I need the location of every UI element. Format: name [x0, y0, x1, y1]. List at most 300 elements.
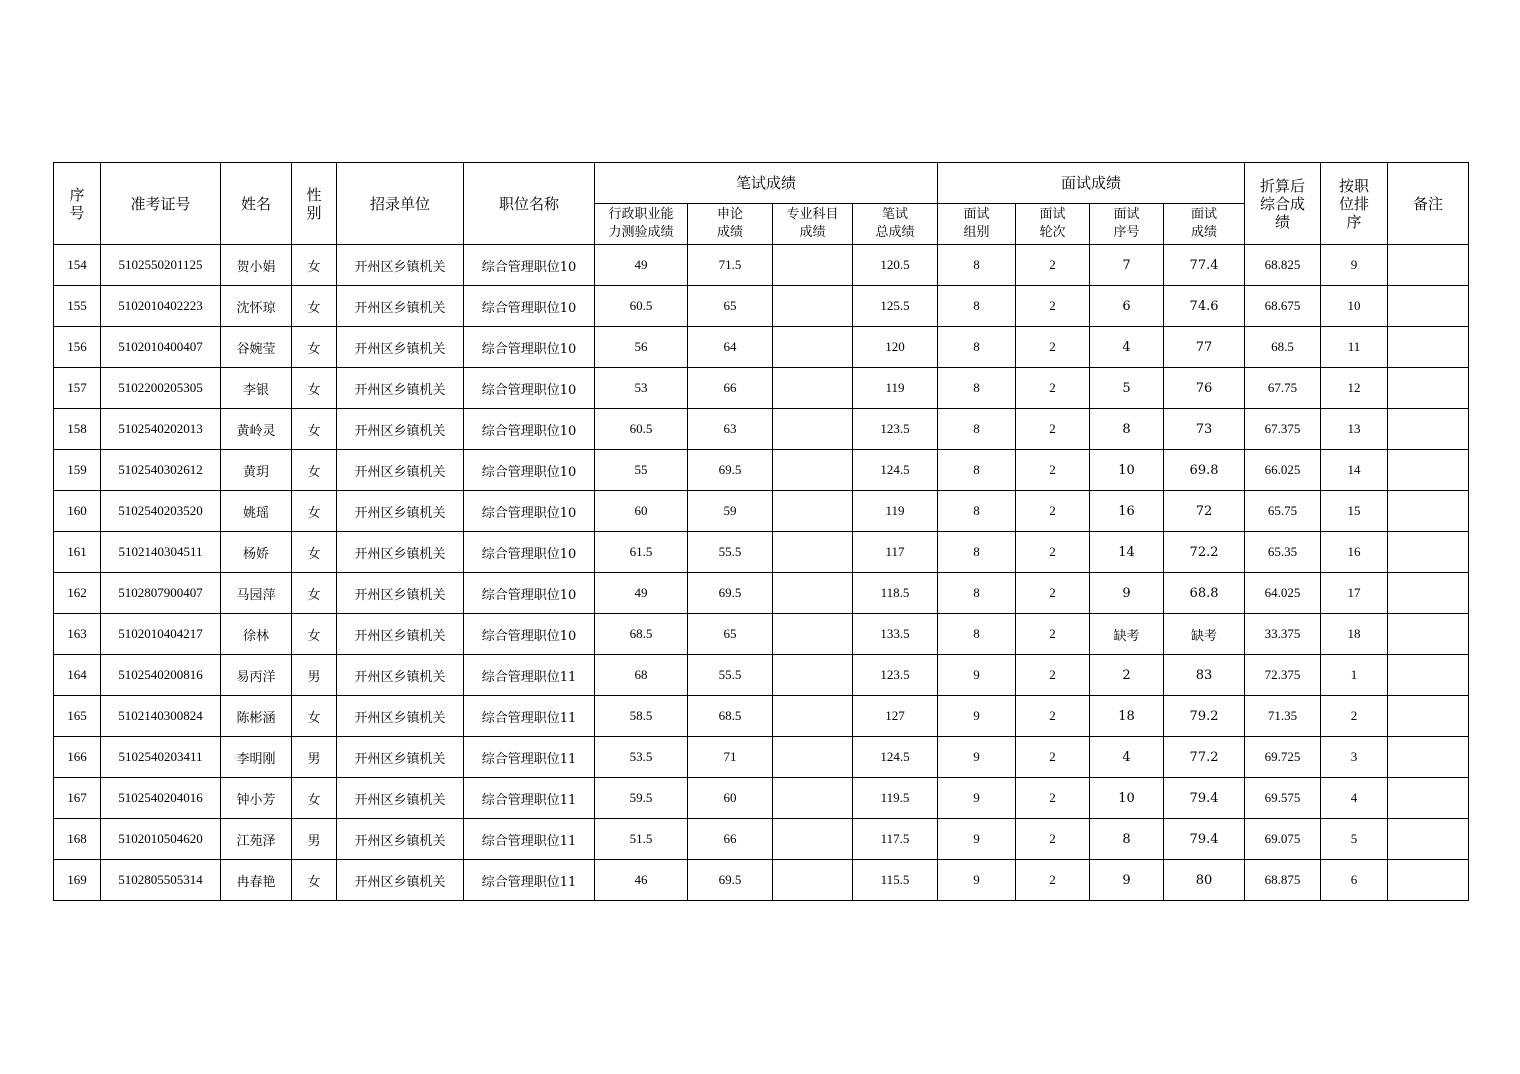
- cell-essay-score: 71.5: [688, 245, 773, 286]
- cell-rank: 5: [1321, 819, 1388, 860]
- cell-essay-score: 69.5: [688, 573, 773, 614]
- cell-interview-score: 73: [1164, 409, 1245, 450]
- cell-seq: 169: [54, 860, 101, 901]
- cell-composite: 68.825: [1245, 245, 1321, 286]
- cell-interview-score: 缺考: [1164, 614, 1245, 655]
- cell-interview-order: 18: [1090, 696, 1164, 737]
- cell-interview-score: 79.2: [1164, 696, 1245, 737]
- table-row: [54, 737, 1469, 778]
- cell-essay-score: 60: [688, 778, 773, 819]
- cell-admin-score: 68.5: [595, 614, 688, 655]
- cell-exam-id: 5102540204016: [101, 778, 221, 819]
- cell-gender: 男: [292, 655, 337, 696]
- cell-unit: 开州区乡镇机关: [337, 614, 464, 655]
- cell-interview-round: 2: [1016, 532, 1090, 573]
- header-written-total: 笔试 总成绩: [853, 204, 938, 245]
- cell-interview-score: 77.2: [1164, 737, 1245, 778]
- cell-written-total: 127: [853, 696, 938, 737]
- cell-interview-score: 79.4: [1164, 778, 1245, 819]
- cell-professional-score: [773, 778, 853, 819]
- cell-essay-score: 55.5: [688, 655, 773, 696]
- header-essay-score: 申论 成绩: [688, 204, 773, 245]
- cell-admin-score: 53.5: [595, 737, 688, 778]
- cell-exam-id: 5102540200816: [101, 655, 221, 696]
- cell-name: 谷婉莹: [221, 327, 292, 368]
- cell-interview-group: 9: [938, 655, 1016, 696]
- cell-exam-id: 5102010404217: [101, 614, 221, 655]
- cell-interview-order: 缺考: [1090, 614, 1164, 655]
- cell-seq: 157: [54, 368, 101, 409]
- cell-interview-round: 2: [1016, 778, 1090, 819]
- cell-name: 易丙洋: [221, 655, 292, 696]
- cell-name: 江苑泽: [221, 819, 292, 860]
- cell-composite: 72.375: [1245, 655, 1321, 696]
- header-interview-round: 面试 轮次: [1016, 204, 1090, 245]
- cell-interview-round: 2: [1016, 327, 1090, 368]
- cell-exam-id: 5102540203411: [101, 737, 221, 778]
- cell-interview-group: 9: [938, 860, 1016, 901]
- cell-interview-order: 6: [1090, 286, 1164, 327]
- cell-gender: 女: [292, 491, 337, 532]
- cell-rank: 9: [1321, 245, 1388, 286]
- cell-position: 综合管理职位10: [464, 409, 595, 450]
- cell-unit: 开州区乡镇机关: [337, 655, 464, 696]
- cell-remark: [1388, 655, 1469, 696]
- cell-rank: 14: [1321, 450, 1388, 491]
- cell-name: 徐林: [221, 614, 292, 655]
- cell-seq: 163: [54, 614, 101, 655]
- cell-gender: 男: [292, 819, 337, 860]
- cell-rank: 13: [1321, 409, 1388, 450]
- cell-essay-score: 66: [688, 368, 773, 409]
- cell-interview-score: 72.2: [1164, 532, 1245, 573]
- table-row: [54, 409, 1469, 450]
- cell-name: 黄岭灵: [221, 409, 292, 450]
- cell-written-total: 123.5: [853, 409, 938, 450]
- cell-composite: 69.075: [1245, 819, 1321, 860]
- cell-admin-score: 51.5: [595, 819, 688, 860]
- cell-composite: 68.5: [1245, 327, 1321, 368]
- cell-composite: 66.025: [1245, 450, 1321, 491]
- cell-written-total: 120: [853, 327, 938, 368]
- header-composite: 折算后 综合成 绩: [1245, 163, 1321, 245]
- cell-essay-score: 65: [688, 286, 773, 327]
- cell-rank: 17: [1321, 573, 1388, 614]
- cell-position: 综合管理职位10: [464, 491, 595, 532]
- cell-remark: [1388, 737, 1469, 778]
- cell-interview-group: 8: [938, 532, 1016, 573]
- cell-rank: 15: [1321, 491, 1388, 532]
- cell-name: 姚瑶: [221, 491, 292, 532]
- cell-position: 综合管理职位10: [464, 450, 595, 491]
- cell-interview-group: 8: [938, 614, 1016, 655]
- cell-remark: [1388, 532, 1469, 573]
- cell-position: 综合管理职位11: [464, 860, 595, 901]
- table-row: [54, 819, 1469, 860]
- cell-rank: 11: [1321, 327, 1388, 368]
- cell-seq: 161: [54, 532, 101, 573]
- cell-exam-id: 5102805505314: [101, 860, 221, 901]
- cell-composite: 68.875: [1245, 860, 1321, 901]
- cell-seq: 168: [54, 819, 101, 860]
- cell-professional-score: [773, 860, 853, 901]
- cell-unit: 开州区乡镇机关: [337, 819, 464, 860]
- cell-interview-group: 8: [938, 327, 1016, 368]
- cell-remark: [1388, 696, 1469, 737]
- cell-unit: 开州区乡镇机关: [337, 778, 464, 819]
- header-seq: 序 号: [54, 163, 101, 245]
- cell-admin-score: 49: [595, 573, 688, 614]
- cell-interview-group: 8: [938, 450, 1016, 491]
- cell-written-total: 119: [853, 491, 938, 532]
- table-row: [54, 368, 1469, 409]
- cell-position: 综合管理职位11: [464, 819, 595, 860]
- cell-interview-group: 8: [938, 491, 1016, 532]
- cell-written-total: 117.5: [853, 819, 938, 860]
- header-name: 姓名: [221, 163, 292, 245]
- cell-unit: 开州区乡镇机关: [337, 409, 464, 450]
- cell-gender: 女: [292, 778, 337, 819]
- cell-professional-score: [773, 368, 853, 409]
- cell-remark: [1388, 245, 1469, 286]
- cell-name: 沈怀琼: [221, 286, 292, 327]
- cell-unit: 开州区乡镇机关: [337, 696, 464, 737]
- cell-seq: 167: [54, 778, 101, 819]
- cell-admin-score: 60: [595, 491, 688, 532]
- cell-unit: 开州区乡镇机关: [337, 368, 464, 409]
- header-interview-group: 面试 组别: [938, 204, 1016, 245]
- cell-remark: [1388, 573, 1469, 614]
- cell-admin-score: 61.5: [595, 532, 688, 573]
- table-row: [54, 286, 1469, 327]
- cell-position: 综合管理职位10: [464, 368, 595, 409]
- cell-interview-round: 2: [1016, 286, 1090, 327]
- cell-seq: 162: [54, 573, 101, 614]
- cell-position: 综合管理职位11: [464, 655, 595, 696]
- cell-name: 杨娇: [221, 532, 292, 573]
- cell-interview-round: 2: [1016, 614, 1090, 655]
- cell-unit: 开州区乡镇机关: [337, 573, 464, 614]
- cell-rank: 1: [1321, 655, 1388, 696]
- cell-interview-group: 8: [938, 573, 1016, 614]
- cell-interview-group: 9: [938, 737, 1016, 778]
- cell-rank: 2: [1321, 696, 1388, 737]
- cell-written-total: 124.5: [853, 737, 938, 778]
- cell-interview-order: 10: [1090, 778, 1164, 819]
- cell-seq: 166: [54, 737, 101, 778]
- cell-admin-score: 46: [595, 860, 688, 901]
- cell-professional-score: [773, 614, 853, 655]
- cell-interview-round: 2: [1016, 860, 1090, 901]
- cell-essay-score: 59: [688, 491, 773, 532]
- cell-exam-id: 5102010400407: [101, 327, 221, 368]
- cell-professional-score: [773, 696, 853, 737]
- cell-unit: 开州区乡镇机关: [337, 737, 464, 778]
- cell-professional-score: [773, 532, 853, 573]
- cell-name: 冉春艳: [221, 860, 292, 901]
- cell-unit: 开州区乡镇机关: [337, 532, 464, 573]
- cell-professional-score: [773, 737, 853, 778]
- cell-composite: 68.675: [1245, 286, 1321, 327]
- cell-interview-score: 69.8: [1164, 450, 1245, 491]
- cell-essay-score: 63: [688, 409, 773, 450]
- cell-rank: 4: [1321, 778, 1388, 819]
- cell-exam-id: 5102540302612: [101, 450, 221, 491]
- cell-professional-score: [773, 573, 853, 614]
- cell-rank: 16: [1321, 532, 1388, 573]
- cell-written-total: 115.5: [853, 860, 938, 901]
- cell-interview-round: 2: [1016, 737, 1090, 778]
- cell-interview-order: 8: [1090, 409, 1164, 450]
- cell-position: 综合管理职位10: [464, 327, 595, 368]
- cell-position: 综合管理职位10: [464, 532, 595, 573]
- cell-interview-order: 7: [1090, 245, 1164, 286]
- cell-exam-id: 5102140300824: [101, 696, 221, 737]
- cell-position: 综合管理职位11: [464, 737, 595, 778]
- cell-interview-order: 2: [1090, 655, 1164, 696]
- cell-exam-id: 5102807900407: [101, 573, 221, 614]
- cell-unit: 开州区乡镇机关: [337, 491, 464, 532]
- cell-seq: 155: [54, 286, 101, 327]
- cell-interview-round: 2: [1016, 819, 1090, 860]
- cell-written-total: 118.5: [853, 573, 938, 614]
- cell-admin-score: 56: [595, 327, 688, 368]
- header-gender: 性 别: [292, 163, 337, 245]
- cell-remark: [1388, 286, 1469, 327]
- cell-gender: 女: [292, 286, 337, 327]
- cell-rank: 10: [1321, 286, 1388, 327]
- cell-composite: 65.35: [1245, 532, 1321, 573]
- cell-remark: [1388, 450, 1469, 491]
- cell-position: 综合管理职位10: [464, 286, 595, 327]
- header-professional-score: 专业科目 成绩: [773, 204, 853, 245]
- cell-gender: 女: [292, 368, 337, 409]
- cell-unit: 开州区乡镇机关: [337, 245, 464, 286]
- table-row: [54, 491, 1469, 532]
- cell-gender: 女: [292, 614, 337, 655]
- cell-composite: 67.75: [1245, 368, 1321, 409]
- cell-interview-group: 9: [938, 778, 1016, 819]
- cell-composite: 69.575: [1245, 778, 1321, 819]
- cell-seq: 156: [54, 327, 101, 368]
- cell-unit: 开州区乡镇机关: [337, 860, 464, 901]
- cell-interview-round: 2: [1016, 245, 1090, 286]
- table-row: [54, 614, 1469, 655]
- cell-interview-order: 9: [1090, 860, 1164, 901]
- header-interview: 面试成绩: [938, 163, 1245, 204]
- cell-gender: 女: [292, 450, 337, 491]
- cell-essay-score: 66: [688, 819, 773, 860]
- cell-interview-score: 80: [1164, 860, 1245, 901]
- cell-position: 综合管理职位10: [464, 573, 595, 614]
- cell-written-total: 124.5: [853, 450, 938, 491]
- header-interview-order: 面试 序号: [1090, 204, 1164, 245]
- cell-interview-score: 68.8: [1164, 573, 1245, 614]
- cell-interview-group: 8: [938, 409, 1016, 450]
- cell-essay-score: 55.5: [688, 532, 773, 573]
- cell-exam-id: 5102540203520: [101, 491, 221, 532]
- cell-admin-score: 49: [595, 245, 688, 286]
- cell-seq: 158: [54, 409, 101, 450]
- cell-essay-score: 69.5: [688, 450, 773, 491]
- cell-exam-id: 5102540202013: [101, 409, 221, 450]
- cell-remark: [1388, 819, 1469, 860]
- cell-interview-order: 4: [1090, 327, 1164, 368]
- cell-interview-score: 77.4: [1164, 245, 1245, 286]
- header-written: 笔试成绩: [595, 163, 938, 204]
- cell-seq: 164: [54, 655, 101, 696]
- cell-gender: 女: [292, 245, 337, 286]
- header-unit: 招录单位: [337, 163, 464, 245]
- cell-essay-score: 65: [688, 614, 773, 655]
- cell-name: 李银: [221, 368, 292, 409]
- cell-interview-order: 4: [1090, 737, 1164, 778]
- cell-written-total: 125.5: [853, 286, 938, 327]
- cell-interview-order: 10: [1090, 450, 1164, 491]
- cell-essay-score: 68.5: [688, 696, 773, 737]
- table-row: [54, 860, 1469, 901]
- cell-name: 李明刚: [221, 737, 292, 778]
- cell-interview-order: 5: [1090, 368, 1164, 409]
- header-position: 职位名称: [464, 163, 595, 245]
- cell-interview-group: 9: [938, 819, 1016, 860]
- table-row: [54, 655, 1469, 696]
- cell-admin-score: 58.5: [595, 696, 688, 737]
- cell-interview-round: 2: [1016, 696, 1090, 737]
- cell-written-total: 119.5: [853, 778, 938, 819]
- cell-interview-score: 77: [1164, 327, 1245, 368]
- cell-interview-score: 76: [1164, 368, 1245, 409]
- cell-unit: 开州区乡镇机关: [337, 450, 464, 491]
- cell-exam-id: 5102550201125: [101, 245, 221, 286]
- cell-professional-score: [773, 819, 853, 860]
- cell-composite: 71.35: [1245, 696, 1321, 737]
- cell-interview-order: 14: [1090, 532, 1164, 573]
- cell-rank: 6: [1321, 860, 1388, 901]
- score-table: [53, 162, 1469, 901]
- cell-interview-round: 2: [1016, 491, 1090, 532]
- cell-gender: 女: [292, 409, 337, 450]
- cell-composite: 65.75: [1245, 491, 1321, 532]
- cell-gender: 女: [292, 573, 337, 614]
- cell-exam-id: 5102140304511: [101, 532, 221, 573]
- cell-name: 马园萍: [221, 573, 292, 614]
- cell-rank: 18: [1321, 614, 1388, 655]
- header-interview-score: 面试 成绩: [1164, 204, 1245, 245]
- cell-exam-id: 5102010402223: [101, 286, 221, 327]
- cell-written-total: 123.5: [853, 655, 938, 696]
- cell-essay-score: 71: [688, 737, 773, 778]
- cell-name: 陈彬涵: [221, 696, 292, 737]
- cell-interview-score: 79.4: [1164, 819, 1245, 860]
- cell-composite: 64.025: [1245, 573, 1321, 614]
- cell-professional-score: [773, 409, 853, 450]
- cell-admin-score: 68: [595, 655, 688, 696]
- cell-interview-order: 8: [1090, 819, 1164, 860]
- cell-admin-score: 53: [595, 368, 688, 409]
- cell-written-total: 119: [853, 368, 938, 409]
- header-remark: 备注: [1388, 163, 1469, 245]
- cell-composite: 67.375: [1245, 409, 1321, 450]
- cell-interview-round: 2: [1016, 655, 1090, 696]
- table-row: [54, 778, 1469, 819]
- cell-gender: 女: [292, 696, 337, 737]
- cell-name: 贺小娟: [221, 245, 292, 286]
- cell-seq: 154: [54, 245, 101, 286]
- cell-seq: 165: [54, 696, 101, 737]
- cell-interview-score: 74.6: [1164, 286, 1245, 327]
- cell-position: 综合管理职位11: [464, 778, 595, 819]
- cell-interview-score: 83: [1164, 655, 1245, 696]
- header-rank: 按职 位排 序: [1321, 163, 1388, 245]
- cell-professional-score: [773, 450, 853, 491]
- cell-composite: 69.725: [1245, 737, 1321, 778]
- cell-gender: 女: [292, 532, 337, 573]
- cell-remark: [1388, 368, 1469, 409]
- cell-written-total: 120.5: [853, 245, 938, 286]
- cell-remark: [1388, 614, 1469, 655]
- cell-admin-score: 60.5: [595, 409, 688, 450]
- cell-rank: 12: [1321, 368, 1388, 409]
- cell-admin-score: 55: [595, 450, 688, 491]
- cell-interview-round: 2: [1016, 573, 1090, 614]
- cell-professional-score: [773, 245, 853, 286]
- cell-interview-round: 2: [1016, 450, 1090, 491]
- cell-name: 钟小芳: [221, 778, 292, 819]
- cell-interview-group: 8: [938, 368, 1016, 409]
- cell-position: 综合管理职位10: [464, 245, 595, 286]
- cell-gender: 男: [292, 737, 337, 778]
- header-row-1: [54, 163, 1469, 204]
- cell-remark: [1388, 491, 1469, 532]
- cell-position: 综合管理职位10: [464, 614, 595, 655]
- cell-admin-score: 59.5: [595, 778, 688, 819]
- cell-rank: 3: [1321, 737, 1388, 778]
- cell-essay-score: 64: [688, 327, 773, 368]
- cell-remark: [1388, 860, 1469, 901]
- cell-position: 综合管理职位11: [464, 696, 595, 737]
- table-row: [54, 450, 1469, 491]
- cell-interview-order: 16: [1090, 491, 1164, 532]
- cell-name: 黄玥: [221, 450, 292, 491]
- cell-essay-score: 69.5: [688, 860, 773, 901]
- cell-exam-id: 5102010504620: [101, 819, 221, 860]
- cell-written-total: 133.5: [853, 614, 938, 655]
- cell-interview-group: 8: [938, 245, 1016, 286]
- cell-professional-score: [773, 491, 853, 532]
- header-admin-score: 行政职业能 力测验成绩: [595, 204, 688, 245]
- cell-interview-group: 8: [938, 286, 1016, 327]
- cell-interview-order: 9: [1090, 573, 1164, 614]
- cell-written-total: 117: [853, 532, 938, 573]
- cell-remark: [1388, 409, 1469, 450]
- table-row: [54, 696, 1469, 737]
- table-row: [54, 245, 1469, 286]
- cell-exam-id: 5102200205305: [101, 368, 221, 409]
- cell-remark: [1388, 778, 1469, 819]
- header-exam-id: 准考证号: [101, 163, 221, 245]
- cell-admin-score: 60.5: [595, 286, 688, 327]
- cell-interview-group: 9: [938, 696, 1016, 737]
- cell-professional-score: [773, 286, 853, 327]
- cell-remark: [1388, 327, 1469, 368]
- table-row: [54, 327, 1469, 368]
- cell-unit: 开州区乡镇机关: [337, 286, 464, 327]
- table-row: [54, 532, 1469, 573]
- table-row: [54, 573, 1469, 614]
- cell-interview-round: 2: [1016, 409, 1090, 450]
- cell-gender: 女: [292, 860, 337, 901]
